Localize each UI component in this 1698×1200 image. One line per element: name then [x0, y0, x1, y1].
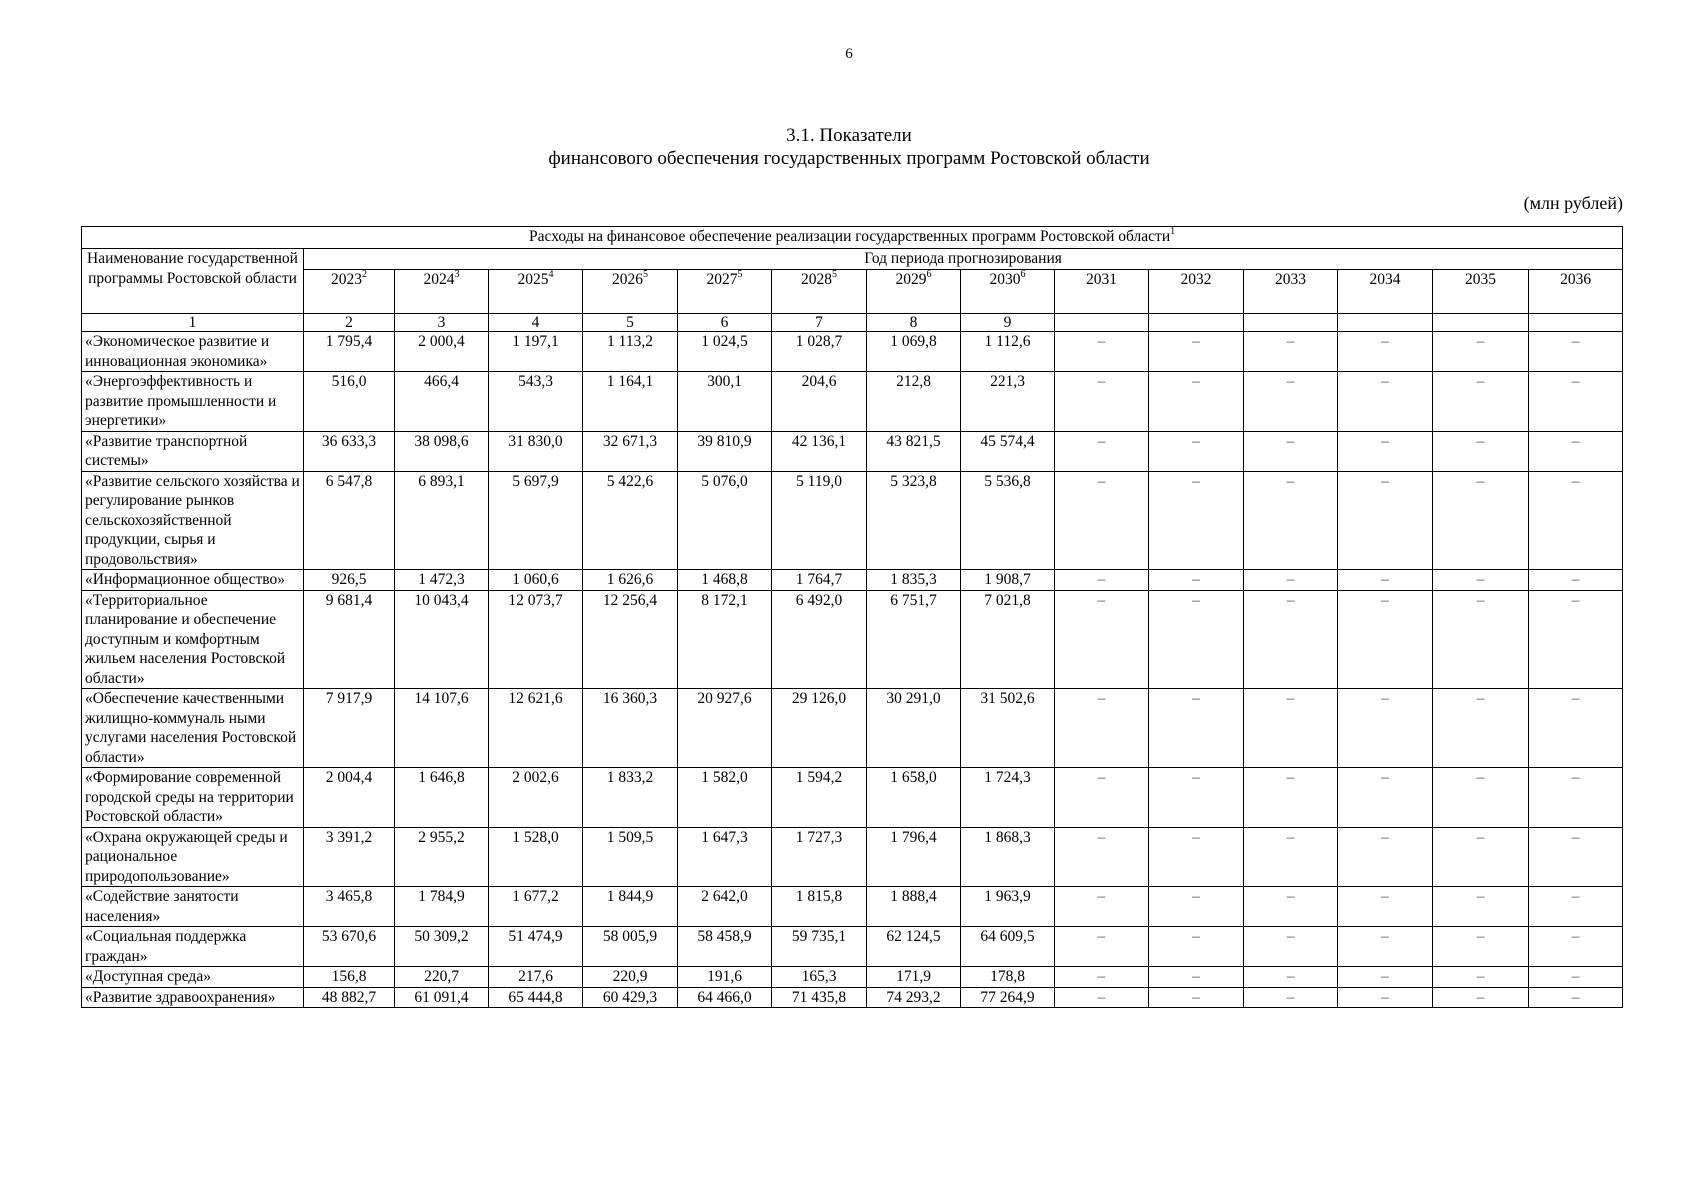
caption-text: Расходы на финансовое обеспечение реализации государственных программ Ростовской области [529, 228, 1171, 245]
column-number [1338, 314, 1433, 332]
empty-value-cell: – [1433, 431, 1529, 471]
empty-value-cell: – [1055, 927, 1149, 967]
value-cell: 1 796,4 [867, 827, 961, 887]
value-cell: 6 893,1 [395, 471, 489, 570]
column-number: 1 [82, 314, 304, 332]
value-cell: 2 955,2 [395, 827, 489, 887]
value-cell: 77 264,9 [961, 987, 1055, 1008]
units-label: (млн рублей) [1523, 193, 1623, 213]
value-cell: 14 107,6 [395, 689, 489, 768]
year-header [1055, 270, 1149, 314]
year-label: 2031 [1086, 271, 1117, 288]
table-row [82, 967, 1623, 988]
value-cell: 53 670,6 [304, 927, 395, 967]
empty-value-cell: – [1338, 927, 1433, 967]
value-cell: 1 646,8 [395, 768, 489, 828]
column-number-row [82, 314, 1623, 332]
caption-footnote: 1 [1170, 225, 1176, 237]
year-footnote: 6 [926, 268, 932, 280]
empty-value-cell: – [1529, 431, 1623, 471]
value-cell: 1 658,0 [867, 768, 961, 828]
empty-value-cell: – [1338, 827, 1433, 887]
value-cell: 1 795,4 [304, 332, 395, 372]
year-header [772, 270, 867, 314]
empty-value-cell: – [1055, 827, 1149, 887]
column-number: 7 [772, 314, 867, 332]
program-name-header: Наименование государственной программы Ростовской области [82, 249, 304, 314]
value-cell: 2 002,6 [489, 768, 583, 828]
empty-value-cell: – [1055, 471, 1149, 570]
empty-value-cell: – [1529, 471, 1623, 570]
value-cell: 1 509,5 [583, 827, 678, 887]
column-number: 9 [961, 314, 1055, 332]
empty-value-cell: – [1529, 689, 1623, 768]
value-cell: 29 126,0 [772, 689, 867, 768]
year-footnote: 5 [737, 268, 743, 280]
value-cell: 1 963,9 [961, 887, 1055, 927]
year-header [961, 270, 1055, 314]
value-cell: 212,8 [867, 372, 961, 432]
value-cell: 45 574,4 [961, 431, 1055, 471]
empty-value-cell: – [1055, 590, 1149, 689]
value-cell: 1 112,6 [961, 332, 1055, 372]
program-name: «Развитие транспортной системы» [82, 431, 304, 471]
value-cell: 5 422,6 [583, 471, 678, 570]
value-cell: 43 821,5 [867, 431, 961, 471]
year-header [1338, 270, 1433, 314]
value-cell: 1 468,8 [678, 570, 772, 591]
empty-value-cell: – [1244, 431, 1338, 471]
column-number: 8 [867, 314, 961, 332]
program-name: «Доступная среда» [82, 967, 304, 988]
year-header [395, 270, 489, 314]
value-cell: 61 091,4 [395, 987, 489, 1008]
year-label: 2035 [1465, 271, 1496, 288]
table-row [82, 372, 1623, 432]
empty-value-cell: – [1244, 471, 1338, 570]
value-cell: 6 547,8 [304, 471, 395, 570]
value-cell: 2 642,0 [678, 887, 772, 927]
value-cell: 58 458,9 [678, 927, 772, 967]
value-cell: 1 164,1 [583, 372, 678, 432]
value-cell: 221,3 [961, 372, 1055, 432]
value-cell: 1 868,3 [961, 827, 1055, 887]
empty-value-cell: – [1244, 827, 1338, 887]
empty-value-cell: – [1338, 768, 1433, 828]
year-header [1529, 270, 1623, 314]
column-number [1055, 314, 1149, 332]
value-cell: 1 582,0 [678, 768, 772, 828]
value-cell: 1 528,0 [489, 827, 583, 887]
year-header [867, 270, 961, 314]
program-name: «Социальная поддержка граждан» [82, 927, 304, 967]
empty-value-cell: – [1244, 689, 1338, 768]
program-name: «Обеспечение качественными жилищно-коммуналь ными услугами населения Ростовской области» [82, 689, 304, 768]
year-footnote: 4 [548, 268, 554, 280]
financing-table [81, 226, 1623, 1008]
empty-value-cell: – [1338, 689, 1433, 768]
value-cell: 5 536,8 [961, 471, 1055, 570]
empty-value-cell: – [1055, 332, 1149, 372]
value-cell: 6 751,7 [867, 590, 961, 689]
empty-value-cell: – [1529, 590, 1623, 689]
value-cell: 1 844,9 [583, 887, 678, 927]
value-cell: 3 391,2 [304, 827, 395, 887]
empty-value-cell: – [1433, 372, 1529, 432]
value-cell: 10 043,4 [395, 590, 489, 689]
forecast-period-header: Год периода прогнозирования [304, 249, 1623, 270]
empty-value-cell: – [1149, 967, 1244, 988]
value-cell: 36 633,3 [304, 431, 395, 471]
empty-value-cell: – [1055, 967, 1149, 988]
empty-value-cell: – [1055, 431, 1149, 471]
empty-value-cell: – [1149, 768, 1244, 828]
column-number: 4 [489, 314, 583, 332]
program-name: «Развитие здравоохранения» [82, 987, 304, 1008]
value-cell: 1 069,8 [867, 332, 961, 372]
column-number [1433, 314, 1529, 332]
year-label: 2026 [612, 271, 643, 288]
column-number: 5 [583, 314, 678, 332]
empty-value-cell: – [1244, 590, 1338, 689]
empty-value-cell: – [1529, 987, 1623, 1008]
table-row [82, 927, 1623, 967]
empty-value-cell: – [1149, 927, 1244, 967]
empty-value-cell: – [1529, 332, 1623, 372]
empty-value-cell: – [1433, 927, 1529, 967]
program-name: «Энергоэффективность и развитие промышленности и энергетики» [82, 372, 304, 432]
value-cell: 7 021,8 [961, 590, 1055, 689]
value-cell: 1 113,2 [583, 332, 678, 372]
program-name: «Формирование современной городской среды на территории Ростовской области» [82, 768, 304, 828]
value-cell: 1 784,9 [395, 887, 489, 927]
empty-value-cell: – [1529, 967, 1623, 988]
value-cell: 220,9 [583, 967, 678, 988]
empty-value-cell: – [1244, 987, 1338, 1008]
empty-value-cell: – [1529, 887, 1623, 927]
value-cell: 59 735,1 [772, 927, 867, 967]
value-cell: 1 028,7 [772, 332, 867, 372]
year-footnote: 3 [454, 268, 460, 280]
year-label: 2033 [1275, 271, 1306, 288]
value-cell: 48 882,7 [304, 987, 395, 1008]
value-cell: 5 697,9 [489, 471, 583, 570]
year-label: 2034 [1369, 271, 1401, 288]
column-number: 2 [304, 314, 395, 332]
empty-value-cell: – [1433, 887, 1529, 927]
year-footnote: 6 [1020, 268, 1026, 280]
program-name: «Развитие сельского хозяйства и регулирование рынков сельскохозяйственной продукции, сырья и продовольствия» [82, 471, 304, 570]
year-header [583, 270, 678, 314]
table-body [82, 314, 1623, 1008]
empty-value-cell: – [1529, 570, 1623, 591]
empty-value-cell: – [1338, 372, 1433, 432]
empty-value-cell: – [1338, 431, 1433, 471]
value-cell: 20 927,6 [678, 689, 772, 768]
empty-value-cell: – [1433, 332, 1529, 372]
value-cell: 5 076,0 [678, 471, 772, 570]
empty-value-cell: – [1244, 768, 1338, 828]
table-caption [82, 227, 1623, 249]
table-row [82, 887, 1623, 927]
empty-value-cell: – [1149, 590, 1244, 689]
empty-value-cell: – [1244, 927, 1338, 967]
value-cell: 1 677,2 [489, 887, 583, 927]
value-cell: 220,7 [395, 967, 489, 988]
table-row [82, 768, 1623, 828]
value-cell: 30 291,0 [867, 689, 961, 768]
value-cell: 191,6 [678, 967, 772, 988]
value-cell: 62 124,5 [867, 927, 961, 967]
empty-value-cell: – [1338, 967, 1433, 988]
empty-value-cell: – [1244, 967, 1338, 988]
program-name: «Информационное общество» [82, 570, 304, 591]
empty-value-cell: – [1529, 372, 1623, 432]
empty-value-cell: – [1149, 887, 1244, 927]
value-cell: 31 830,0 [489, 431, 583, 471]
column-number: 6 [678, 314, 772, 332]
year-header [489, 270, 583, 314]
year-label: 2025 [517, 271, 549, 288]
empty-value-cell: – [1338, 332, 1433, 372]
value-cell: 9 681,4 [304, 590, 395, 689]
value-cell: 156,8 [304, 967, 395, 988]
program-name: «Содействие занятости населения» [82, 887, 304, 927]
year-header [1149, 270, 1244, 314]
value-cell: 1 888,4 [867, 887, 961, 927]
value-cell: 64 466,0 [678, 987, 772, 1008]
value-cell: 1 724,3 [961, 768, 1055, 828]
table-row [82, 570, 1623, 591]
empty-value-cell: – [1338, 887, 1433, 927]
value-cell: 65 444,8 [489, 987, 583, 1008]
value-cell: 1 727,3 [772, 827, 867, 887]
value-cell: 204,6 [772, 372, 867, 432]
value-cell: 1 626,6 [583, 570, 678, 591]
empty-value-cell: – [1055, 768, 1149, 828]
year-label: 2028 [801, 271, 832, 288]
value-cell: 1 472,3 [395, 570, 489, 591]
column-number [1149, 314, 1244, 332]
value-cell: 1 024,5 [678, 332, 772, 372]
empty-value-cell: – [1149, 332, 1244, 372]
value-cell: 16 360,3 [583, 689, 678, 768]
empty-value-cell: – [1149, 431, 1244, 471]
year-label: 2030 [989, 271, 1021, 288]
year-header [1244, 270, 1338, 314]
year-footnote: 5 [832, 268, 837, 280]
value-cell: 58 005,9 [583, 927, 678, 967]
empty-value-cell: – [1055, 887, 1149, 927]
value-cell: 217,6 [489, 967, 583, 988]
title-line-1: 3.1. Показатели [786, 125, 912, 146]
program-name: «Территориальное планирование и обеспечение доступным и комфортным жильем населения Ростовской области» [82, 590, 304, 689]
year-label: 2029 [895, 271, 927, 288]
empty-value-cell: – [1433, 590, 1529, 689]
value-cell: 1 835,3 [867, 570, 961, 591]
value-cell: 2 004,4 [304, 768, 395, 828]
empty-value-cell: – [1244, 332, 1338, 372]
value-cell: 926,5 [304, 570, 395, 591]
value-cell: 8 172,1 [678, 590, 772, 689]
year-header-row [82, 270, 1623, 314]
value-cell: 42 136,1 [772, 431, 867, 471]
empty-value-cell: – [1149, 471, 1244, 570]
table-row [82, 827, 1623, 887]
year-header [1433, 270, 1529, 314]
value-cell: 64 609,5 [961, 927, 1055, 967]
year-label: 2036 [1560, 271, 1592, 288]
empty-value-cell: – [1149, 987, 1244, 1008]
empty-value-cell: – [1433, 471, 1529, 570]
empty-value-cell: – [1529, 927, 1623, 967]
value-cell: 71 435,8 [772, 987, 867, 1008]
empty-value-cell: – [1529, 827, 1623, 887]
value-cell: 12 621,6 [489, 689, 583, 768]
value-cell: 1 833,2 [583, 768, 678, 828]
title-line-2: финансового обеспечения государственных программ Ростовской области [548, 148, 1150, 169]
value-cell: 1 815,8 [772, 887, 867, 927]
value-cell: 171,9 [867, 967, 961, 988]
value-cell: 178,8 [961, 967, 1055, 988]
empty-value-cell: – [1433, 768, 1529, 828]
value-cell: 300,1 [678, 372, 772, 432]
value-cell: 1 764,7 [772, 570, 867, 591]
program-name: «Охрана окружающей среды и рациональное природопользование» [82, 827, 304, 887]
value-cell: 1 908,7 [961, 570, 1055, 591]
empty-value-cell: – [1149, 570, 1244, 591]
value-cell: 1 197,1 [489, 332, 583, 372]
empty-value-cell: – [1055, 987, 1149, 1008]
value-cell: 1 647,3 [678, 827, 772, 887]
table-row [82, 431, 1623, 471]
year-footnote: 2 [362, 268, 367, 280]
empty-value-cell: – [1338, 590, 1433, 689]
empty-value-cell: – [1055, 372, 1149, 432]
value-cell: 38 098,6 [395, 431, 489, 471]
value-cell: 74 293,2 [867, 987, 961, 1008]
empty-value-cell: – [1149, 689, 1244, 768]
column-number [1529, 314, 1623, 332]
table-row [82, 332, 1623, 372]
year-footnote: 5 [643, 268, 648, 280]
value-cell: 50 309,2 [395, 927, 489, 967]
page-number: 6 [845, 46, 853, 62]
value-cell: 12 073,7 [489, 590, 583, 689]
value-cell: 60 429,3 [583, 987, 678, 1008]
column-number [1244, 314, 1338, 332]
table-row [82, 471, 1623, 570]
year-label: 2027 [706, 271, 738, 288]
value-cell: 1 594,2 [772, 768, 867, 828]
empty-value-cell: – [1055, 689, 1149, 768]
year-header [304, 270, 395, 314]
value-cell: 466,4 [395, 372, 489, 432]
empty-value-cell: – [1244, 887, 1338, 927]
value-cell: 516,0 [304, 372, 395, 432]
value-cell: 51 474,9 [489, 927, 583, 967]
empty-value-cell: – [1244, 372, 1338, 432]
value-cell: 543,3 [489, 372, 583, 432]
table-row [82, 689, 1623, 768]
table-row [82, 987, 1623, 1008]
section-title [0, 124, 1698, 170]
value-cell: 5 119,0 [772, 471, 867, 570]
value-cell: 39 810,9 [678, 431, 772, 471]
empty-value-cell: – [1338, 471, 1433, 570]
value-cell: 5 323,8 [867, 471, 961, 570]
empty-value-cell: – [1149, 827, 1244, 887]
empty-value-cell: – [1529, 768, 1623, 828]
value-cell: 165,3 [772, 967, 867, 988]
value-cell: 31 502,6 [961, 689, 1055, 768]
empty-value-cell: – [1338, 570, 1433, 591]
value-cell: 3 465,8 [304, 887, 395, 927]
year-header [678, 270, 772, 314]
year-label: 2023 [331, 271, 362, 288]
empty-value-cell: – [1433, 987, 1529, 1008]
empty-value-cell: – [1149, 372, 1244, 432]
value-cell: 7 917,9 [304, 689, 395, 768]
value-cell: 6 492,0 [772, 590, 867, 689]
value-cell: 32 671,3 [583, 431, 678, 471]
value-cell: 2 000,4 [395, 332, 489, 372]
empty-value-cell: – [1433, 967, 1529, 988]
value-cell: 1 060,6 [489, 570, 583, 591]
value-cell: 12 256,4 [583, 590, 678, 689]
year-label: 2032 [1180, 271, 1212, 288]
empty-value-cell: – [1433, 827, 1529, 887]
program-name: «Экономическое развитие и инновационная экономика» [82, 332, 304, 372]
empty-value-cell: – [1338, 987, 1433, 1008]
empty-value-cell: – [1433, 570, 1529, 591]
column-number: 3 [395, 314, 489, 332]
empty-value-cell: – [1244, 570, 1338, 591]
empty-value-cell: – [1433, 689, 1529, 768]
table-row [82, 590, 1623, 689]
empty-value-cell: – [1055, 570, 1149, 591]
year-label: 2024 [423, 271, 455, 288]
